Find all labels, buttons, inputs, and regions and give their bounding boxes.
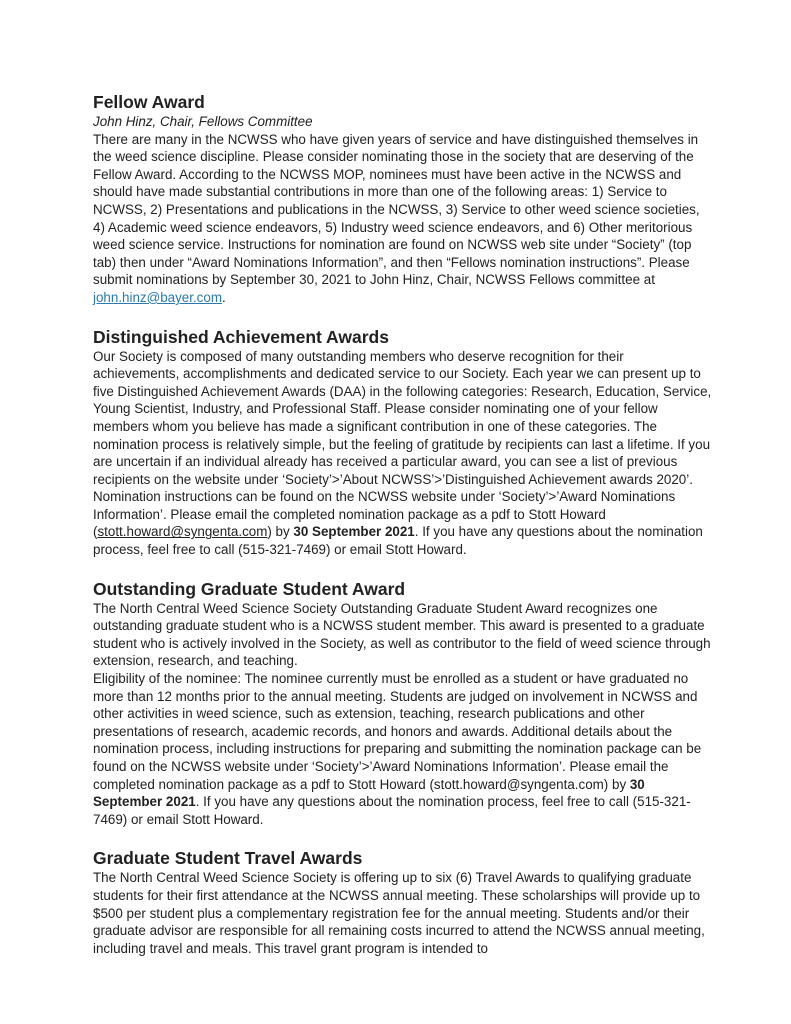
document-page (93, 92, 713, 977)
deadline-text: 30 September 2021 (93, 776, 645, 810)
section-title: Outstanding Graduate Student Award (93, 578, 406, 599)
section-body: The North Central Weed Science Society is offering up to six (6) Travel Awards to qualifying graduate students for their first attendance at the NCWSS annual meeting. These scholarships will provide up to $500 per student plus a complementary registration fee for the annual meeting. Students and/or their graduate advisor are responsible for all remaining costs incurred to attend the NCWSS annual meeting, including travel and meals. This travel grant program is intended to (93, 870, 705, 956)
distinguished-achievement-section (93, 327, 713, 559)
email-link[interactable]: john.hinz@bayer.com (93, 289, 222, 305)
section-body (93, 348, 713, 559)
section-title: Fellow Award (93, 92, 205, 112)
section-byline: John Hinz, Chair, Fellows Committee (93, 114, 313, 129)
fellow-award-section (93, 92, 713, 307)
body-text: . (221, 289, 226, 305)
deadline-text: 30 September 2021 (293, 524, 415, 540)
email-link[interactable]: stott.howard@syngenta.com (97, 524, 268, 540)
section-title: Distinguished Achievement Awards (93, 326, 389, 347)
body-text: There are many in the NCWSS who have given years of service and have distinguished themselves in the weed science discipline. Please consider nominating those in the society that are deserving of the Fellow Award. According to the NCWSS MOP, nominees must have been active in the NCWSS and should have made substantial contributions in more than one of the following areas: 1) Service to NCWSS, 2) Presentations and publications in the NCWSS, 3) Service to other weed science societies, 4) Academic weed science endeavors, 5) Industry weed science endeavors, and 6) Other meritorious weed science service. Instructions for nomination are found on NCWSS web site under “Society” (top tab) then under “Award Nominations Information”, and then “Fellows nomination instructions”. Please submit nominations by September 30, 2021 to John Hinz, Chair, NCWSS Fellows committee at (93, 131, 700, 288)
body-text: Eligibility of the nominee: The nominee currently must be enrolled as a student or have graduated no more than 12 months prior to the annual meeting. Students are judged on involvement in NCWSS and other activities in weed science, such as extension, teaching, research publications and other presentations of research, academic records, and honors and awards. Additional details about the nomination process, including instructions for preparing and submitting the nomination package can be found on the NCWSS website under ‘Society’>’Award Nominations Information’. Please email the completed nomination package as a pdf to Stott Howard (stott.howard@syngenta.com) by (93, 671, 702, 792)
body-text: . If you have any questions about the nomination process, feel free to call (515-321-7469) or email Stott Howard. (93, 524, 703, 558)
body-text: Our Society is composed of many outstanding members who deserve recognition for their achievements, accomplishments and dedicated service to our Society. Each year we can present up to five Distinguished Achievement Awards (DAA) in the following categories: Research, Education, Service, Young Scientist, Industry, and Professional Staff. Please consider nominating one of your fellow members whom you believe has made a significant contribution in one of these categories. The nomination process is relatively simple, but the feeling of gratitude by recipients can last a lifetime. If you are uncertain if an individual already has received a particular award, you can see a list of previous recipients on the website under ‘Society’>’About NCWSS’>’Distinguished Achievement awards 2020’. Nomination instructions can be found on the NCWSS website under ‘Society’>’Award Nominations Information’. Please email the completed nomination package as a pdf to Stott Howard ( (93, 348, 712, 540)
travel-awards-section (93, 848, 713, 957)
section-title: Graduate Student Travel Awards (93, 848, 363, 869)
outstanding-graduate-student-section (93, 579, 713, 829)
section-body: The North Central Weed Science Society Outstanding Graduate Student Award recognizes one outstanding graduate student who is a NCWSS student member. This award is presented to a graduate student who is actively involved in the Society, as well as contributor to the field of weed science through extension, research, and teaching. (93, 600, 711, 669)
section-body (93, 131, 713, 307)
body-text: ) by (267, 524, 294, 540)
body-text: . If you have any questions about the nomination process, feel free to call (515-321-7469) or email Stott Howard. (93, 794, 691, 827)
section-body (93, 670, 713, 828)
